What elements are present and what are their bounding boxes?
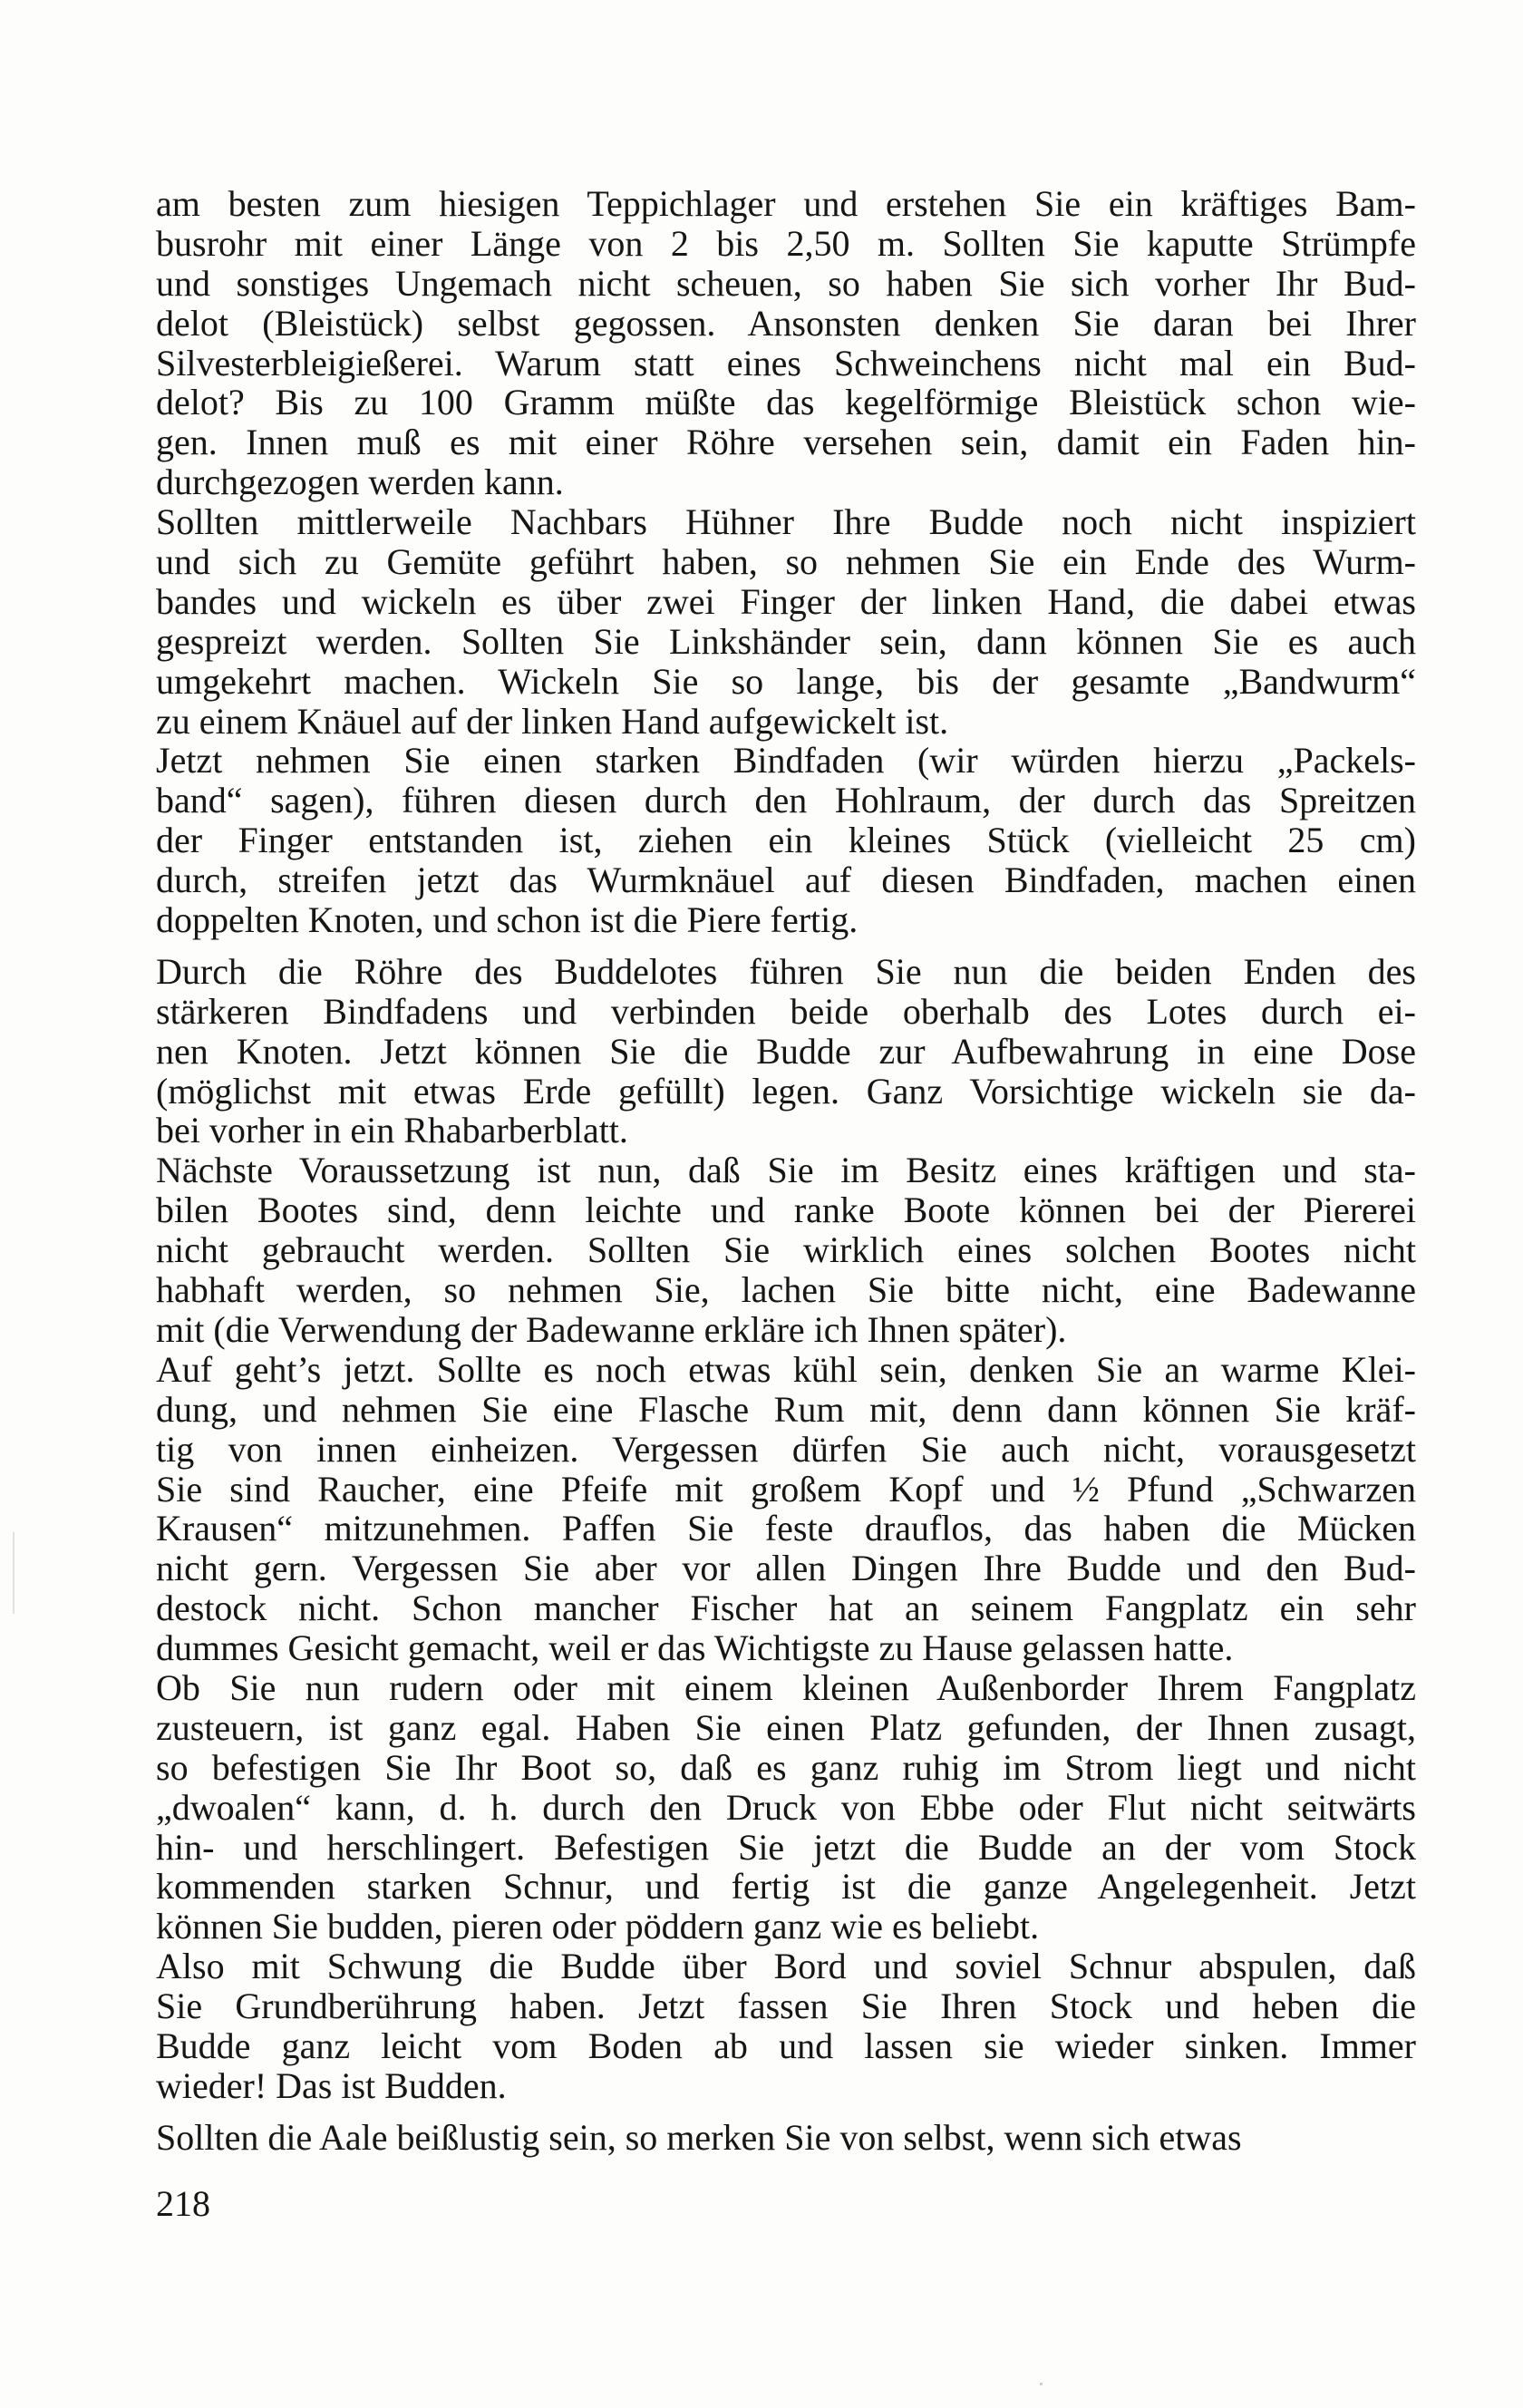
- paragraph: [156, 952, 1416, 1151]
- paragraph: [156, 1947, 1416, 2106]
- text-line: Auf geht’s jetzt. Sollte es noch etwas kühl sein, denken Sie an warme Klei-: [156, 1348, 1416, 1390]
- text-line: tig von innen einheizen. Vergessen dürfen Sie auch nicht, vorausgesetzt: [156, 1428, 1416, 1470]
- paragraph: [156, 741, 1416, 939]
- paragraph: [156, 2118, 1416, 2158]
- text-line: durch, streifen jetzt das Wurmknäuel auf diesen Bindfaden, machen einen: [156, 859, 1416, 901]
- text-line: Nächste Voraussetzung ist nun, daß Sie im Besitz eines kräftigen und sta-: [156, 1150, 1416, 1191]
- text-line: wieder! Das ist Budden.: [156, 2064, 507, 2106]
- text-line: Sie Grundberührung haben. Jetzt fassen Sie Ihren Stock und heben die: [156, 1986, 1416, 2027]
- text-line: stärkeren Bindfadens und verbinden beide oberhalb des Lotes durch ei-: [156, 990, 1416, 1032]
- text-line: delot (Bleistück) selbst gegossen. Ansonsten denken Sie daran bei Ihrer: [156, 302, 1416, 344]
- paragraph: [156, 1350, 1416, 1668]
- text-line: Sollten mittlerweile Nachbars Hühner Ihre Budde noch nicht inspiziert: [156, 501, 1416, 543]
- text-line: Also mit Schwung die Budde über Bord und soviel Schnur abspulen, daß: [156, 1946, 1416, 1987]
- text-line: delot? Bis zu 100 Gramm müßte das kegelförmige Bleistück schon wie-: [156, 382, 1416, 423]
- text-line: busrohr mit einer Länge von 2 bis 2,50 m. Sollten Sie kaputte Strümpfe: [156, 222, 1416, 264]
- text-line: doppelten Knoten, und schon ist die Piere fertig.: [156, 899, 859, 941]
- text-line: mit (die Verwendung der Badewanne erkläre ich Ihnen später).: [156, 1308, 1067, 1350]
- text-line: so befestigen Sie Ihr Boot so, daß es ganz ruhig im Strom liegt und nicht: [156, 1746, 1416, 1788]
- text-line: gespreizt werden. Sollten Sie Linkshänder sein, dann können Sie es auch: [156, 620, 1416, 662]
- scan-margin-mark: [13, 1532, 15, 1614]
- text-line: Sie sind Raucher, eine Pfeife mit großem Kopf und ½ Pfund „Schwarzen: [156, 1468, 1416, 1510]
- text-line: zu einem Knäuel auf der linken Hand aufgewickelt ist.: [156, 700, 949, 742]
- text-line: destock nicht. Schon mancher Fischer hat an seinem Fangplatz ein sehr: [156, 1588, 1416, 1629]
- body-text: [156, 184, 1416, 2158]
- text-line: und sonstiges Ungemach nicht scheuen, so haben Sie sich vorher Ihr Bud-: [156, 262, 1416, 304]
- text-line: band“ sagen), führen diesen durch den Hohlraum, der durch das Spreitzen: [156, 780, 1416, 821]
- text-line: „dwoalen“ kann, d. h. durch den Druck von Ebbe oder Flut nicht seitwärts: [156, 1786, 1416, 1828]
- text-line: Sollten die Aale beißlustig sein, so merken Sie von selbst, wenn sich etwas: [156, 2116, 1242, 2158]
- text-line: zusteuern, ist ganz egal. Haben Sie einen Platz gefunden, der Ihnen zusagt,: [156, 1706, 1416, 1748]
- paragraph: [156, 1151, 1416, 1349]
- paragraph: [156, 1668, 1416, 1947]
- text-line: gen. Innen muß es mit einer Röhre versehen sein, damit ein Faden hin-: [156, 422, 1416, 463]
- paragraph: [156, 502, 1416, 741]
- scan-dust-dot: [1040, 2383, 1043, 2385]
- text-line: bandes und wickeln es über zwei Finger der linken Hand, die dabei etwas: [156, 580, 1416, 622]
- text-line: (möglichst mit etwas Erde gefüllt) legen. Ganz Vorsichtige wickeln sie da-: [156, 1070, 1416, 1112]
- text-line: durchgezogen werden kann.: [156, 461, 564, 503]
- text-line: dung, und nehmen Sie eine Flasche Rum mit, denn dann können Sie kräf-: [156, 1388, 1416, 1430]
- text-line: und sich zu Gemüte geführt haben, so nehmen Sie ein Ende des Wurm-: [156, 541, 1416, 583]
- text-line: bei vorher in ein Rhabarberblatt.: [156, 1110, 628, 1151]
- text-line: am besten zum hiesigen Teppichlager und erstehen Sie ein kräftiges Bam-: [156, 183, 1416, 224]
- text-line: der Finger entstanden ist, ziehen ein kleines Stück (vielleicht 25 cm): [156, 820, 1416, 861]
- text-line: nen Knoten. Jetzt können Sie die Budde zur Aufbewahrung in eine Dose: [156, 1030, 1416, 1072]
- text-line: Ob Sie nun rudern oder mit einem kleinen Außenborder Ihrem Fangplatz: [156, 1666, 1416, 1708]
- text-line: habhaft werden, so nehmen Sie, lachen Sie bitte nicht, eine Badewanne: [156, 1269, 1416, 1311]
- paragraph: [156, 184, 1416, 502]
- text-line: dummes Gesicht gemacht, weil er das Wichtigste zu Hause gelassen hatte.: [156, 1627, 1234, 1669]
- text-line: Silvesterbleigießerei. Warum statt eines Schweinchens nicht mal ein Bud-: [156, 342, 1416, 384]
- text-line: Budde ganz leicht vom Boden ab und lassen sie wieder sinken. Immer: [156, 2024, 1416, 2066]
- text-line: Krausen“ mitzunehmen. Paffen Sie feste drauflos, das haben die Mücken: [156, 1508, 1416, 1549]
- text-line: bilen Bootes sind, denn leichte und ranke Boote können bei der Piererei: [156, 1189, 1416, 1231]
- page-number: 218: [156, 2183, 210, 2224]
- text-line: können Sie budden, pieren oder pöddern ganz wie es beliebt.: [156, 1906, 1040, 1947]
- text-line: Durch die Röhre des Buddelotes führen Sie nun die beiden Enden des: [156, 950, 1416, 992]
- text-line: umgekehrt machen. Wickeln Sie so lange, bis der gesamte „Bandwurm“: [156, 660, 1416, 702]
- text-line: hin- und herschlingert. Befestigen Sie jetzt die Budde an der vom Stock: [156, 1826, 1416, 1868]
- text-line: kommenden starken Schnur, und fertig ist die ganze Angelegenheit. Jetzt: [156, 1866, 1416, 1908]
- text-line: nicht gern. Vergessen Sie aber vor allen Dingen Ihre Budde und den Bud-: [156, 1548, 1416, 1589]
- text-line: Jetzt nehmen Sie einen starken Bindfaden (wir würden hierzu „Packels-: [156, 740, 1416, 782]
- text-line: nicht gebraucht werden. Sollten Sie wirklich eines solchen Bootes nicht: [156, 1229, 1416, 1271]
